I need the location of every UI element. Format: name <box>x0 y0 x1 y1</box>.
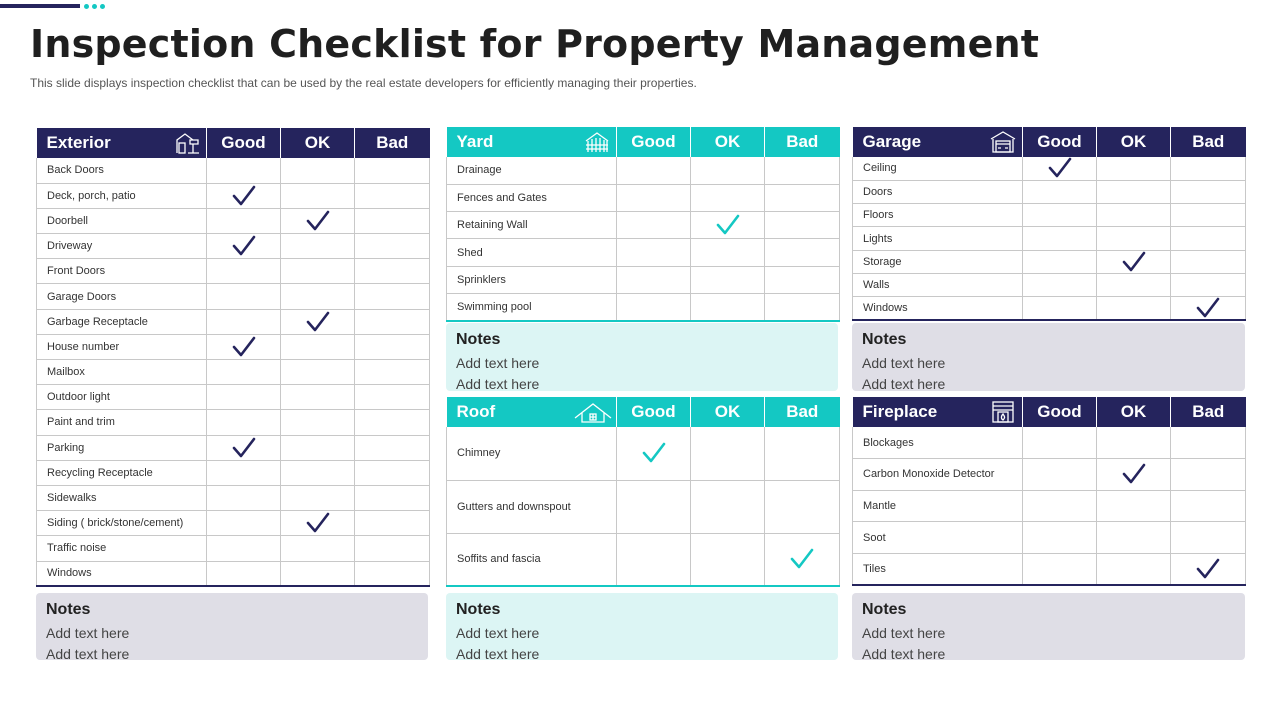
row-label: Chimney <box>447 427 617 480</box>
fireplace-icon <box>990 400 1016 424</box>
yard-notes <box>446 323 838 391</box>
row-label: Carbon Monoxide Detector <box>853 459 1023 491</box>
cell-ok[interactable] <box>281 385 355 410</box>
cell-bad[interactable] <box>355 485 430 510</box>
table-row <box>447 239 840 266</box>
row-label: Siding ( brick/stone/cement) <box>37 511 207 536</box>
cell-bad[interactable] <box>765 266 840 293</box>
cell-good[interactable] <box>617 480 691 533</box>
cell-bad[interactable] <box>355 208 430 233</box>
notes-line: Add text here <box>456 355 540 371</box>
notes-line: Add text here <box>862 646 946 662</box>
cell-good[interactable] <box>1023 273 1097 296</box>
cell-good[interactable] <box>207 360 281 385</box>
table-row <box>853 522 1246 554</box>
cell-good[interactable] <box>207 536 281 561</box>
checkmark-icon <box>642 442 666 464</box>
row-label: Outdoor light <box>37 385 207 410</box>
cell-good[interactable] <box>617 533 691 586</box>
cell-ok[interactable] <box>691 427 765 480</box>
cell-ok[interactable] <box>1097 553 1171 585</box>
cell-good[interactable] <box>207 460 281 485</box>
accent-dot <box>84 4 89 9</box>
row-label: Ceiling <box>853 157 1023 180</box>
row-label: Recycling Receptacle <box>37 460 207 485</box>
checkmark-icon <box>232 185 256 207</box>
checkmark-icon <box>306 311 330 333</box>
exterior-header <box>37 128 207 158</box>
column-ok: OK <box>281 128 355 158</box>
notes-title: Notes <box>46 601 91 618</box>
table-row <box>37 158 430 183</box>
row-label: Soffits and fascia <box>447 533 617 586</box>
cell-ok[interactable] <box>281 460 355 485</box>
checkmark-icon <box>306 512 330 534</box>
row-label: Retaining Wall <box>447 212 617 239</box>
table-row <box>447 427 840 480</box>
cell-bad[interactable] <box>355 284 430 309</box>
garage-table <box>852 127 1246 321</box>
table-row <box>37 183 430 208</box>
row-label: Doorbell <box>37 208 207 233</box>
row-label: Mantle <box>853 490 1023 522</box>
row-label: Garage Doors <box>37 284 207 309</box>
row-label: Front Doors <box>37 259 207 284</box>
row-label: House number <box>37 334 207 359</box>
table-row <box>447 212 840 239</box>
table-row <box>37 385 430 410</box>
cell-bad[interactable] <box>1171 297 1246 321</box>
cell-bad[interactable] <box>765 480 840 533</box>
cell-ok[interactable] <box>281 259 355 284</box>
yard-panel <box>446 127 839 322</box>
cell-bad[interactable] <box>1171 250 1246 273</box>
cell-ok[interactable] <box>1097 227 1171 250</box>
row-label: Swimming pool <box>447 293 617 320</box>
cell-bad[interactable] <box>355 561 430 586</box>
fireplace-table <box>852 397 1246 586</box>
table-row <box>37 334 430 359</box>
row-label: Doors <box>853 180 1023 203</box>
cell-good[interactable] <box>617 239 691 266</box>
column-bad: Bad <box>1171 127 1246 157</box>
cell-good[interactable] <box>617 427 691 480</box>
accent-dot <box>100 4 105 9</box>
cell-good[interactable] <box>207 511 281 536</box>
column-bad: Bad <box>765 397 840 427</box>
table-row <box>853 273 1246 296</box>
cell-good[interactable] <box>1023 204 1097 227</box>
table-row <box>37 234 430 259</box>
accent-dot <box>92 4 97 9</box>
cell-good[interactable] <box>207 435 281 460</box>
table-row <box>447 480 840 533</box>
cell-ok[interactable] <box>691 533 765 586</box>
cell-good[interactable] <box>1023 522 1097 554</box>
cell-ok[interactable] <box>1097 204 1171 227</box>
cell-ok[interactable] <box>281 485 355 510</box>
cell-bad[interactable] <box>355 410 430 435</box>
cell-ok[interactable] <box>281 360 355 385</box>
cell-ok[interactable] <box>281 410 355 435</box>
column-ok: OK <box>1097 127 1171 157</box>
cell-bad[interactable] <box>765 533 840 586</box>
cell-bad[interactable] <box>1171 459 1246 491</box>
checkmark-icon <box>306 210 330 232</box>
row-label: Storage <box>853 250 1023 273</box>
table-row <box>37 460 430 485</box>
column-good: Good <box>1023 397 1097 427</box>
checkmark-icon <box>232 336 256 358</box>
cell-bad[interactable] <box>355 334 430 359</box>
roof-icon <box>574 400 612 424</box>
cell-good[interactable] <box>207 334 281 359</box>
cell-ok[interactable] <box>1097 522 1171 554</box>
table-row <box>853 553 1246 585</box>
table-row <box>853 204 1246 227</box>
table-row <box>37 208 430 233</box>
cell-bad[interactable] <box>765 239 840 266</box>
cell-bad[interactable] <box>1171 227 1246 250</box>
yard-heading: Yard <box>456 132 494 151</box>
checkmark-icon <box>790 548 814 570</box>
cell-ok[interactable] <box>281 183 355 208</box>
roof-heading: Roof <box>456 402 496 421</box>
notes-line: Add text here <box>46 646 130 662</box>
cell-ok[interactable] <box>1097 273 1171 296</box>
exterior-table <box>36 128 430 587</box>
checkmark-icon <box>232 235 256 257</box>
table-row <box>37 360 430 385</box>
cell-good[interactable] <box>1023 553 1097 585</box>
garage-panel <box>852 127 1245 321</box>
roof-panel <box>446 397 839 587</box>
cell-bad[interactable] <box>355 183 430 208</box>
cell-bad[interactable] <box>355 511 430 536</box>
notes-title: Notes <box>862 601 907 618</box>
row-label: Shed <box>447 239 617 266</box>
cell-ok[interactable] <box>691 266 765 293</box>
cell-ok[interactable] <box>281 435 355 460</box>
exterior-heading: Exterior <box>46 133 111 152</box>
row-label: Sidewalks <box>37 485 207 510</box>
cell-bad[interactable] <box>355 435 430 460</box>
cell-good[interactable] <box>1023 157 1097 180</box>
table-row <box>853 297 1246 321</box>
accent-bar <box>0 4 80 8</box>
cell-ok[interactable] <box>281 208 355 233</box>
yard-header <box>447 127 617 157</box>
table-row <box>853 490 1246 522</box>
table-row <box>37 309 430 334</box>
checkmark-icon <box>1196 558 1220 580</box>
yard-table <box>446 127 840 322</box>
table-row <box>447 157 840 184</box>
row-label: Garbage Receptacle <box>37 309 207 334</box>
table-row <box>853 227 1246 250</box>
table-row <box>447 533 840 586</box>
garage-heading: Garage <box>862 132 922 151</box>
table-row <box>37 410 430 435</box>
roof-table <box>446 397 840 587</box>
cell-ok[interactable] <box>1097 297 1171 321</box>
column-ok: OK <box>691 127 765 157</box>
fireplace-notes <box>852 593 1245 660</box>
exterior-panel <box>36 128 429 587</box>
table-row <box>447 184 840 211</box>
table-row <box>853 157 1246 180</box>
cell-bad[interactable] <box>355 158 430 183</box>
table-row <box>853 427 1246 459</box>
notes-line: Add text here <box>46 625 130 641</box>
cell-bad[interactable] <box>765 293 840 320</box>
row-label: Windows <box>37 561 207 586</box>
fireplace-header <box>853 397 1023 427</box>
cell-good[interactable] <box>617 157 691 184</box>
cell-ok[interactable] <box>1097 157 1171 180</box>
row-label: Parking <box>37 435 207 460</box>
cell-bad[interactable] <box>355 360 430 385</box>
cell-bad[interactable] <box>1171 490 1246 522</box>
notes-line: Add text here <box>862 376 946 392</box>
cell-bad[interactable] <box>355 259 430 284</box>
row-label: Traffic noise <box>37 536 207 561</box>
table-row <box>37 536 430 561</box>
cell-ok[interactable] <box>281 284 355 309</box>
column-good: Good <box>1023 127 1097 157</box>
cell-ok[interactable] <box>691 239 765 266</box>
table-row <box>853 459 1246 491</box>
cell-good[interactable] <box>1023 180 1097 203</box>
cell-good[interactable] <box>617 184 691 211</box>
column-bad: Bad <box>355 128 430 158</box>
table-row <box>37 284 430 309</box>
cell-good[interactable] <box>207 208 281 233</box>
row-label: Mailbox <box>37 360 207 385</box>
row-label: Sprinklers <box>447 266 617 293</box>
cell-bad[interactable] <box>355 460 430 485</box>
cell-ok[interactable] <box>691 157 765 184</box>
table-row <box>37 259 430 284</box>
page-subtitle: This slide displays inspection checklist that can be used by the real estate developers for efficiently managing their properties. <box>30 76 697 90</box>
row-label: Lights <box>853 227 1023 250</box>
cell-good[interactable] <box>1023 490 1097 522</box>
fireplace-panel <box>852 397 1245 586</box>
table-row <box>37 511 430 536</box>
cell-bad[interactable] <box>355 309 430 334</box>
cell-bad[interactable] <box>765 184 840 211</box>
cell-good[interactable] <box>1023 250 1097 273</box>
cell-good[interactable] <box>1023 227 1097 250</box>
cell-bad[interactable] <box>1171 427 1246 459</box>
row-label: Paint and trim <box>37 410 207 435</box>
cell-good[interactable] <box>207 284 281 309</box>
cell-good[interactable] <box>207 561 281 586</box>
cell-ok[interactable] <box>691 212 765 239</box>
cell-good[interactable] <box>617 212 691 239</box>
cell-ok[interactable] <box>1097 459 1171 491</box>
cell-bad[interactable] <box>1171 157 1246 180</box>
cell-ok[interactable] <box>281 334 355 359</box>
cell-bad[interactable] <box>1171 204 1246 227</box>
cell-ok[interactable] <box>1097 427 1171 459</box>
notes-title: Notes <box>456 331 501 348</box>
column-bad: Bad <box>765 127 840 157</box>
row-label: Soot <box>853 522 1023 554</box>
cell-good[interactable] <box>1023 297 1097 321</box>
row-label: Floors <box>853 204 1023 227</box>
cell-bad[interactable] <box>355 385 430 410</box>
notes-title: Notes <box>456 601 501 618</box>
roof-header <box>447 397 617 427</box>
cell-bad[interactable] <box>765 157 840 184</box>
notes-line: Add text here <box>862 355 946 371</box>
cell-ok[interactable] <box>281 561 355 586</box>
cell-ok[interactable] <box>1097 250 1171 273</box>
row-label: Back Doors <box>37 158 207 183</box>
column-bad: Bad <box>1171 397 1246 427</box>
row-label: Gutters and downspout <box>447 480 617 533</box>
cell-good[interactable] <box>207 158 281 183</box>
cell-ok[interactable] <box>691 293 765 320</box>
checkmark-icon <box>232 437 256 459</box>
notes-line: Add text here <box>456 625 540 641</box>
cell-good[interactable] <box>207 410 281 435</box>
cell-good[interactable] <box>207 234 281 259</box>
row-label: Walls <box>853 273 1023 296</box>
cell-good[interactable] <box>1023 427 1097 459</box>
row-label: Blockages <box>853 427 1023 459</box>
fireplace-heading: Fireplace <box>862 402 938 421</box>
cell-good[interactable] <box>207 259 281 284</box>
column-good: Good <box>617 397 691 427</box>
checkmark-icon <box>716 214 740 236</box>
cell-good[interactable] <box>207 309 281 334</box>
cell-ok[interactable] <box>281 309 355 334</box>
notes-line: Add text here <box>456 646 540 662</box>
row-label: Windows <box>853 297 1023 321</box>
exterior-notes <box>36 593 428 660</box>
column-ok: OK <box>1097 397 1171 427</box>
row-label: Tiles <box>853 553 1023 585</box>
cell-good[interactable] <box>617 266 691 293</box>
cell-bad[interactable] <box>765 427 840 480</box>
garage-notes <box>852 323 1245 391</box>
cell-ok[interactable] <box>281 536 355 561</box>
checkmark-icon <box>1122 251 1146 273</box>
cell-ok[interactable] <box>281 234 355 259</box>
notes-line: Add text here <box>456 376 540 392</box>
cell-bad[interactable] <box>1171 273 1246 296</box>
garage-header <box>853 127 1023 157</box>
cell-good[interactable] <box>207 485 281 510</box>
notes-line: Add text here <box>862 625 946 641</box>
house-door-icon <box>174 131 200 155</box>
cell-good[interactable] <box>617 293 691 320</box>
cell-bad[interactable] <box>765 212 840 239</box>
table-row <box>37 561 430 586</box>
fence-icon <box>584 130 610 154</box>
cell-ok[interactable] <box>1097 490 1171 522</box>
page-title: Inspection Checklist for Property Management <box>30 22 1040 66</box>
roof-notes <box>446 593 838 660</box>
cell-ok[interactable] <box>691 184 765 211</box>
table-row <box>853 250 1246 273</box>
cell-good[interactable] <box>207 385 281 410</box>
row-label: Driveway <box>37 234 207 259</box>
cell-bad[interactable] <box>355 536 430 561</box>
cell-bad[interactable] <box>355 234 430 259</box>
table-row <box>37 435 430 460</box>
table-row <box>853 180 1246 203</box>
row-label: Deck, porch, patio <box>37 183 207 208</box>
cell-bad[interactable] <box>1171 522 1246 554</box>
cell-good[interactable] <box>207 183 281 208</box>
checkmark-icon <box>1196 297 1220 319</box>
row-label: Drainage <box>447 157 617 184</box>
table-row <box>447 293 840 320</box>
garage-icon <box>990 130 1016 154</box>
cell-good[interactable] <box>1023 459 1097 491</box>
table-row <box>447 266 840 293</box>
column-good: Good <box>617 127 691 157</box>
row-label: Fences and Gates <box>447 184 617 211</box>
column-good: Good <box>207 128 281 158</box>
notes-title: Notes <box>862 331 907 348</box>
cell-bad[interactable] <box>1171 180 1246 203</box>
column-ok: OK <box>691 397 765 427</box>
cell-ok[interactable] <box>1097 180 1171 203</box>
cell-ok[interactable] <box>691 480 765 533</box>
checkmark-icon <box>1122 463 1146 485</box>
cell-bad[interactable] <box>1171 553 1246 585</box>
cell-ok[interactable] <box>281 158 355 183</box>
cell-ok[interactable] <box>281 511 355 536</box>
table-row <box>37 485 430 510</box>
checkmark-icon <box>1048 157 1072 179</box>
